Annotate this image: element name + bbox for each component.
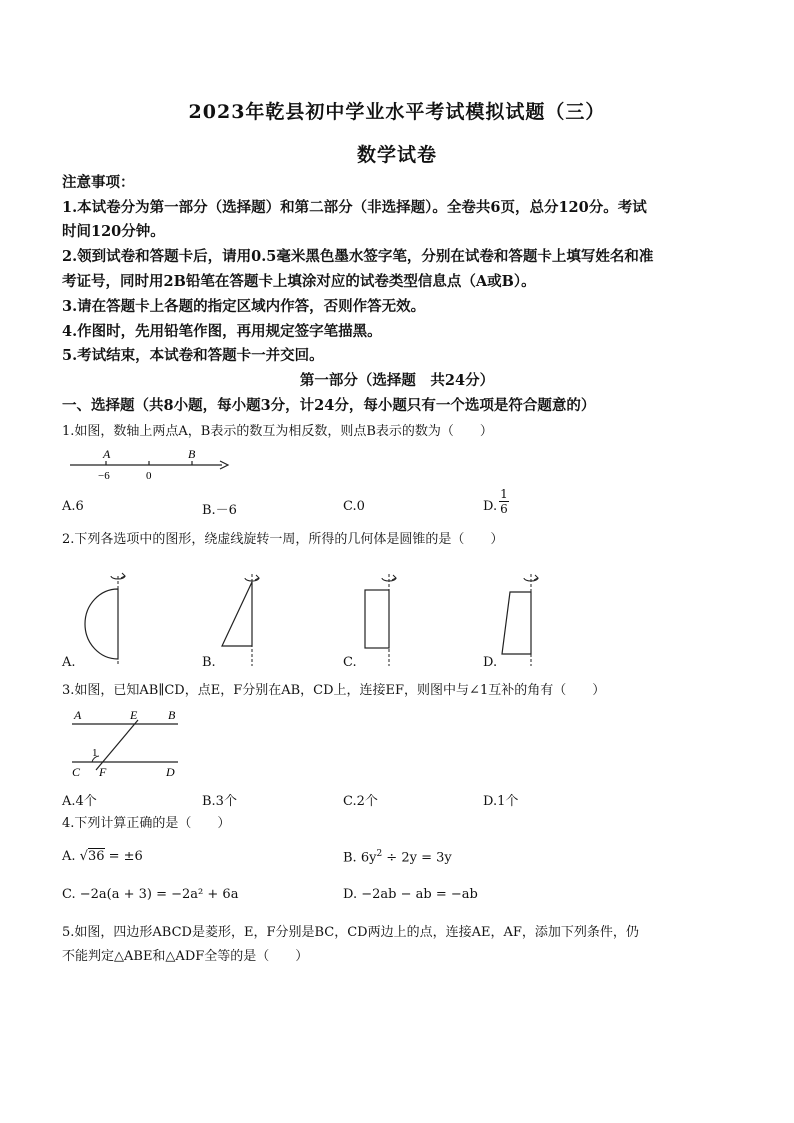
point-a-label: A xyxy=(103,447,111,461)
note-3: 3.请在答题卡上各题的指定区域内作答，否则作答无效。 xyxy=(62,298,426,315)
tick-zero-label: 0 xyxy=(146,470,152,482)
q3-option-c[interactable]: C.2个 xyxy=(343,794,378,809)
q2-option-a[interactable]: A. xyxy=(62,655,76,670)
tick-neg-label: −6 xyxy=(98,470,110,482)
label-C: C xyxy=(72,765,81,779)
question-1-stem: 1.如图，数轴上两点A，B表示的数互为相反数，则点B表示的数为（ ） xyxy=(62,424,493,439)
q4-option-b-prefix: B. 6y xyxy=(343,850,377,866)
number-line-figure xyxy=(62,446,232,486)
q4-option-d[interactable]: D. −2ab − ab = −ab xyxy=(343,887,478,902)
note-4: 4.作图时，先用铅笔作图，再用规定签字笔描黑。 xyxy=(62,323,382,340)
q4-option-b[interactable] xyxy=(343,849,452,865)
figure-c-rectangle xyxy=(365,574,396,666)
question-2-stem: 2.下列各选项中的图形，绕虚线旋转一周，所得的几何体是圆锥的是（ ） xyxy=(62,532,504,547)
note-2-line-2: 考证号，同时用2B铅笔在答题卡上填涂对应的试卷类型信息点（A或B）。 xyxy=(62,273,536,290)
q3-option-d[interactable]: D.1个 xyxy=(483,794,519,809)
q1-option-c[interactable]: C.0 xyxy=(343,499,365,514)
q1-option-d-prefix: D. xyxy=(483,499,498,514)
notes-heading: 注意事项： xyxy=(62,174,135,191)
q4-option-c[interactable]: C. −2a(a + 3) = −2a² + 6a xyxy=(62,887,239,902)
label-B: B xyxy=(168,708,176,722)
q4-option-a[interactable] xyxy=(62,849,143,864)
q4-option-b-rest: ÷ 2y = 3y xyxy=(382,850,452,866)
label-E: E xyxy=(130,708,138,722)
q2-option-d[interactable]: D. xyxy=(483,655,498,670)
question-5-stem-line-2: 不能判定△ABE和△ADF全等的是（ ） xyxy=(62,949,309,964)
q4-option-a-prefix: A. xyxy=(62,849,80,864)
q1-fraction-numerator: 1 xyxy=(500,487,508,501)
q4-radicand: 36 xyxy=(87,849,105,864)
question-3-stem: 3.如图，已知AB∥CD，点E，F分别在AB，CD上，连接EF，则图中与∠1互补的角有（ ） xyxy=(62,683,606,698)
q1-fraction-denominator: 6 xyxy=(500,502,508,516)
note-1-line-2: 时间120分钟。 xyxy=(62,223,165,240)
q3-option-b[interactable]: B.3个 xyxy=(202,794,237,809)
note-5: 5.考试结束，本试卷和答题卡一并交回。 xyxy=(62,347,324,364)
page-subtitle: 数学试卷 xyxy=(356,144,437,166)
q1-option-d[interactable] xyxy=(483,487,508,516)
rotation-figures xyxy=(62,566,622,676)
point-b-label: B xyxy=(188,447,196,461)
question-5-stem-line-1: 5.如图，四边形ABCD是菱形，E，F分别是BC，CD两边上的点，连接AE，AF，添加下列条件，仍 xyxy=(62,925,639,940)
q1-option-a[interactable]: A.6 xyxy=(62,499,84,514)
q2-option-b[interactable]: B. xyxy=(202,655,216,670)
q1-option-b[interactable]: B.－6 xyxy=(202,503,237,518)
q3-option-a[interactable]: A.4个 xyxy=(62,794,97,809)
label-F: F xyxy=(99,765,107,779)
q2-option-c[interactable]: C. xyxy=(343,655,357,670)
question-4-stem: 4.下列计算正确的是（ ） xyxy=(62,816,231,831)
parallel-lines-figure xyxy=(66,704,191,782)
label-A: A xyxy=(74,708,82,722)
label-angle-1: 1 xyxy=(92,747,98,759)
figure-b-triangle xyxy=(222,574,259,666)
q4-option-b-exponent: 2 xyxy=(376,849,383,859)
note-2-line-1: 2.领到试卷和答题卡后，请用0.5毫米黑色墨水签字笔，分别在试卷和答题卡上填写姓名和准 xyxy=(62,248,654,265)
page-title: 2023年乾县初中学业水平考试模拟试题（三） xyxy=(188,101,606,123)
figure-d-trapezoid xyxy=(502,574,538,666)
q1-fraction xyxy=(499,487,509,516)
label-D: D xyxy=(166,765,175,779)
figure-a-semicircle xyxy=(85,573,125,666)
sqrt-icon: √ xyxy=(79,849,88,864)
part-heading: 第一部分（选择题 共24分） xyxy=(299,372,495,389)
note-1-line-1: 1.本试卷分为第一部分（选择题）和第二部分（非选择题）。全卷共6页，总分120分。考试 xyxy=(62,199,647,216)
q4-option-a-rest: = ±6 xyxy=(104,849,143,864)
section-heading: 一、选择题（共8小题，每小题3分，计24分，每小题只有一个选项是符合题意的） xyxy=(62,397,596,414)
